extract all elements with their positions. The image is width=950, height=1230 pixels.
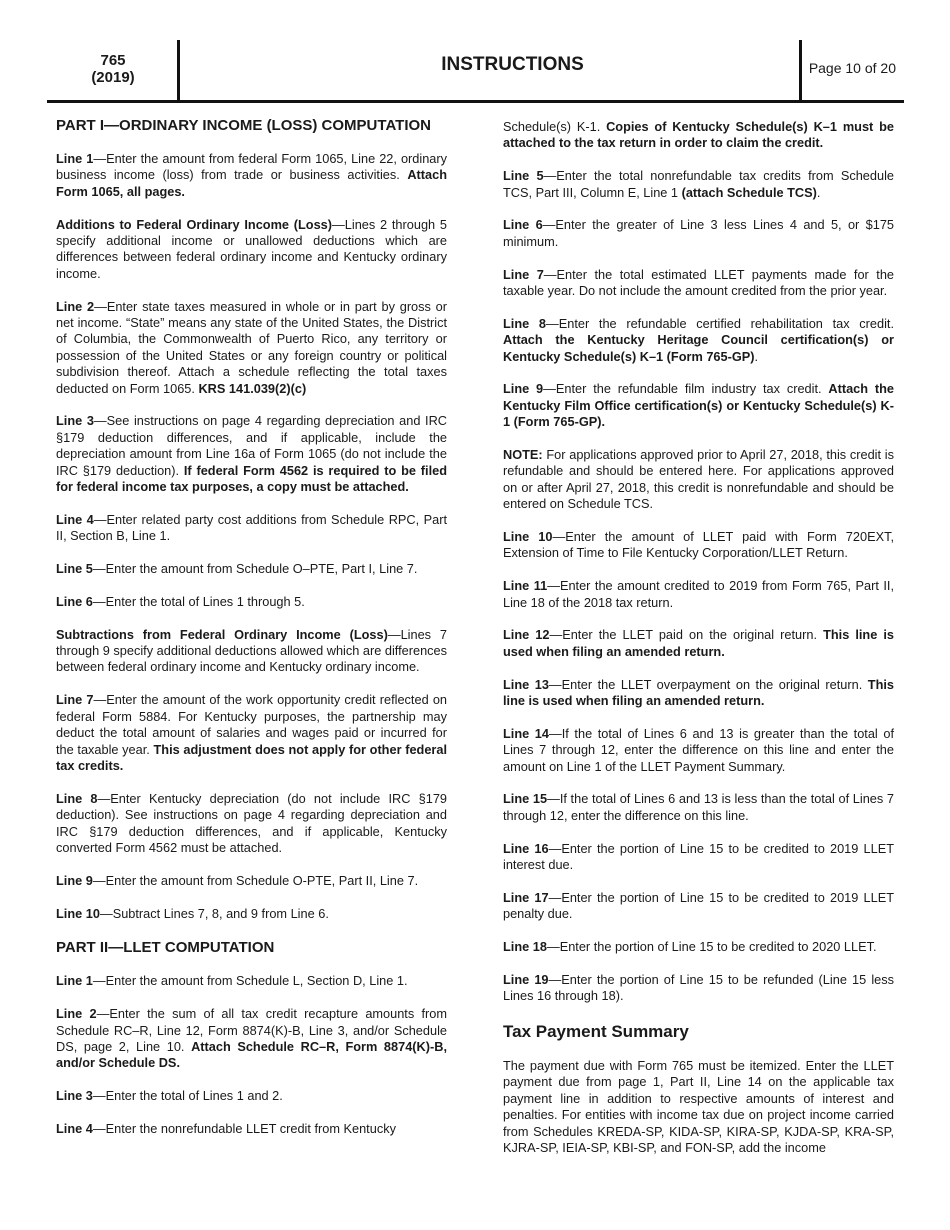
paragraph: Subtractions from Federal Ordinary Income (Loss)—Lines 7 through 9 specify additional deductions allowed which are differences between federal ordinary income and Kentucky ordinary income.	[56, 626, 448, 675]
form-year: (2019)	[91, 69, 135, 86]
header-divider-left	[177, 40, 180, 100]
paragraph: Additions to Federal Ordinary Income (Loss)—Lines 2 through 5 specify additional income or unallowed deductions which are differences between federal ordinary income and Kentucky ordinary income.	[56, 216, 447, 281]
section-heading-part1: PART I—ORDINARY INCOME (LOSS) COMPUTATION	[56, 117, 431, 134]
paragraph: Line 6—Enter the greater of Line 3 less Lines 4 and 5, or $175 minimum.	[503, 217, 895, 249]
paragraph: Line 12—Enter the LLET paid on the original return. This line is used when filing an amended return.	[503, 627, 894, 659]
form-number: 765	[100, 52, 126, 69]
section-heading-tax-payment-summary: Tax Payment Summary	[503, 1022, 689, 1042]
paragraph: Line 1—Enter the amount from federal Form 1065, Line 22, ordinary business income (loss) from trade or business activities. Attach Form 1065, all pages.	[56, 151, 448, 199]
paragraph: Line 15—If the total of Lines 6 and 13 is less than the total of Lines 7 through 12, enter the difference on this line.	[503, 791, 894, 823]
paragraph: Line 13—Enter the LLET overpayment on the original return. This line is used when filing an amended return.	[503, 676, 894, 709]
note-paragraph: NOTE: For applications approved prior to April 27, 2018, this credit is refundable and should be entered here. For applications approved on or after April 27, 2018, this credit is nonrefundable and should be entered on Schedule TCS.	[503, 447, 894, 512]
right-column	[503, 119, 894, 1157]
paragraph: Line 5—Enter the total nonrefundable tax credits from Schedule TCS, Part III, Column E, Line 1 (attach Schedule TCS).	[503, 168, 895, 200]
paragraph: Line 1—Enter the amount from Schedule L, Section D, Line 1.	[56, 973, 408, 989]
paragraph: Line 9—Enter the refundable film industry tax credit. Attach the Kentucky Film Office certification(s) or Kentucky Schedule(s) K-1 (Form 765-GP).	[503, 381, 895, 430]
page-header	[47, 40, 904, 102]
paragraph: Line 2—Enter state taxes measured in whole or in part by gross or net income. “State” means any state of the United States, the District of Columbia, the Commonwealth of Puerto Rico, any territory or possession of the United States or any foreign country or political subdivision thereof. Attach a schedule reflecting the total taxes deducted on Form 1065. KRS 141.039(2)(c)	[56, 298, 448, 396]
left-column	[56, 116, 447, 1137]
paragraph: Line 10—Subtract Lines 7, 8, and 9 from Line 6.	[56, 905, 329, 921]
paragraph: Line 17—Enter the portion of Line 15 to be credited to 2019 LLET penalty due.	[503, 889, 895, 922]
paragraph: Line 7—Enter the amount of the work opportunity credit reflected on federal Form 5884. For Kentucky purposes, the partnership may deduct the total amount of salaries and wages paid or incurred for the taxable year. This adjustment does not apply for other federal tax credits.	[56, 692, 448, 773]
paragraph: Line 3—Enter the total of Lines 1 and 2.	[56, 1088, 283, 1104]
paragraph: Line 7—Enter the total estimated LLET payments made for the taxable year. Do not include the amount credited from the prior year.	[503, 266, 895, 299]
paragraph: Line 10—Enter the amount of LLET paid with Form 720EXT, Extension of Time to File Kentucky Corporation/LLET Return.	[503, 529, 894, 561]
paragraph: Line 2—Enter the sum of all tax credit recapture amounts from Schedule RC–R, Line 12, Form 8874(K)-B, Line 3, and/or Schedule DS, page 2, Line 10. Attach Schedule RC–R, Form 8874(K)-B, and/or Schedule DS.	[56, 1006, 448, 1071]
paragraph: Line 14—If the total of Lines 6 and 13 is greater than the total of Lines 7 through 12, enter the difference on this line and enter the amount on Line 1 of the LLET Payment Summary.	[503, 725, 895, 774]
paragraph: Line 6—Enter the total of Lines 1 through 5.	[56, 593, 305, 609]
paragraph: Line 8—Enter Kentucky depreciation (do not include IRC §179 deduction). See instructions on page 4 regarding depreciation and IRC §179 deduction differences, and if applicable, Kentucky converted Form 4562 must be attached.	[56, 790, 447, 855]
page-number: Page 10 of 20	[808, 60, 896, 76]
paragraph: Line 4—Enter the nonrefundable LLET credit from Kentucky	[56, 1120, 396, 1136]
header-divider-right	[799, 40, 802, 100]
page-title: INSTRUCTIONS	[441, 54, 584, 75]
header-rule	[47, 100, 904, 103]
paragraph: Line 11—Enter the amount credited to 2019 from Form 765, Part II, Line 18 of the 2018 tax return.	[503, 578, 895, 610]
paragraph: Line 4—Enter related party cost additions from Schedule RPC, Part II, Section B, Line 1.	[56, 511, 448, 544]
section-heading-part2: PART II—LLET COMPUTATION	[56, 939, 275, 957]
paragraph: Line 3—See instructions on page 4 regarding depreciation and IRC §179 deduction differences, and if applicable, include the depreciation amount from Line 16a of Form 1065 (do not include the IRC §179 deduction). If federal Form 4562 is required to be filed for federal income tax purposes, a copy must be attached.	[56, 413, 447, 495]
paragraph: Line 16—Enter the portion of Line 15 to be credited to 2019 LLET interest due.	[503, 840, 895, 873]
paragraph: Line 5—Enter the amount from Schedule O–PTE, Part I, Line 7.	[56, 561, 418, 577]
paragraph: Schedule(s) K-1. Copies of Kentucky Schedule(s) K–1 must be attached to the tax return in order to claim the credit.	[503, 119, 894, 151]
paragraph: Line 19—Enter the portion of Line 15 to be refunded (Line 15 less Lines 16 through 18).	[503, 971, 894, 1004]
paragraph: Line 18—Enter the portion of Line 15 to be credited to 2020 LLET.	[503, 939, 877, 955]
paragraph: Line 8—Enter the refundable certified rehabilitation tax credit. Attach the Kentucky Heritage Council certification(s) or Kentucky Schedule(s) K–1 (Form 765-GP).	[503, 315, 895, 364]
paragraph: Line 9—Enter the amount from Schedule O-PTE, Part II, Line 7.	[56, 872, 419, 888]
form-id	[47, 52, 179, 86]
paragraph: The payment due with Form 765 must be itemized. Enter the LLET payment due from page 1, Part II, Line 14 on the applicable tax payment line in addition to respective amounts of interest and penalties. For entities with income tax due on project income carried from Schedules KREDA-SP, KIDA-SP, KIRA-SP, KJDA-SP, KRA-SP, KJRA-SP, IEIA-SP, KBI-SP, and FON-SP, add the income	[503, 1058, 894, 1156]
